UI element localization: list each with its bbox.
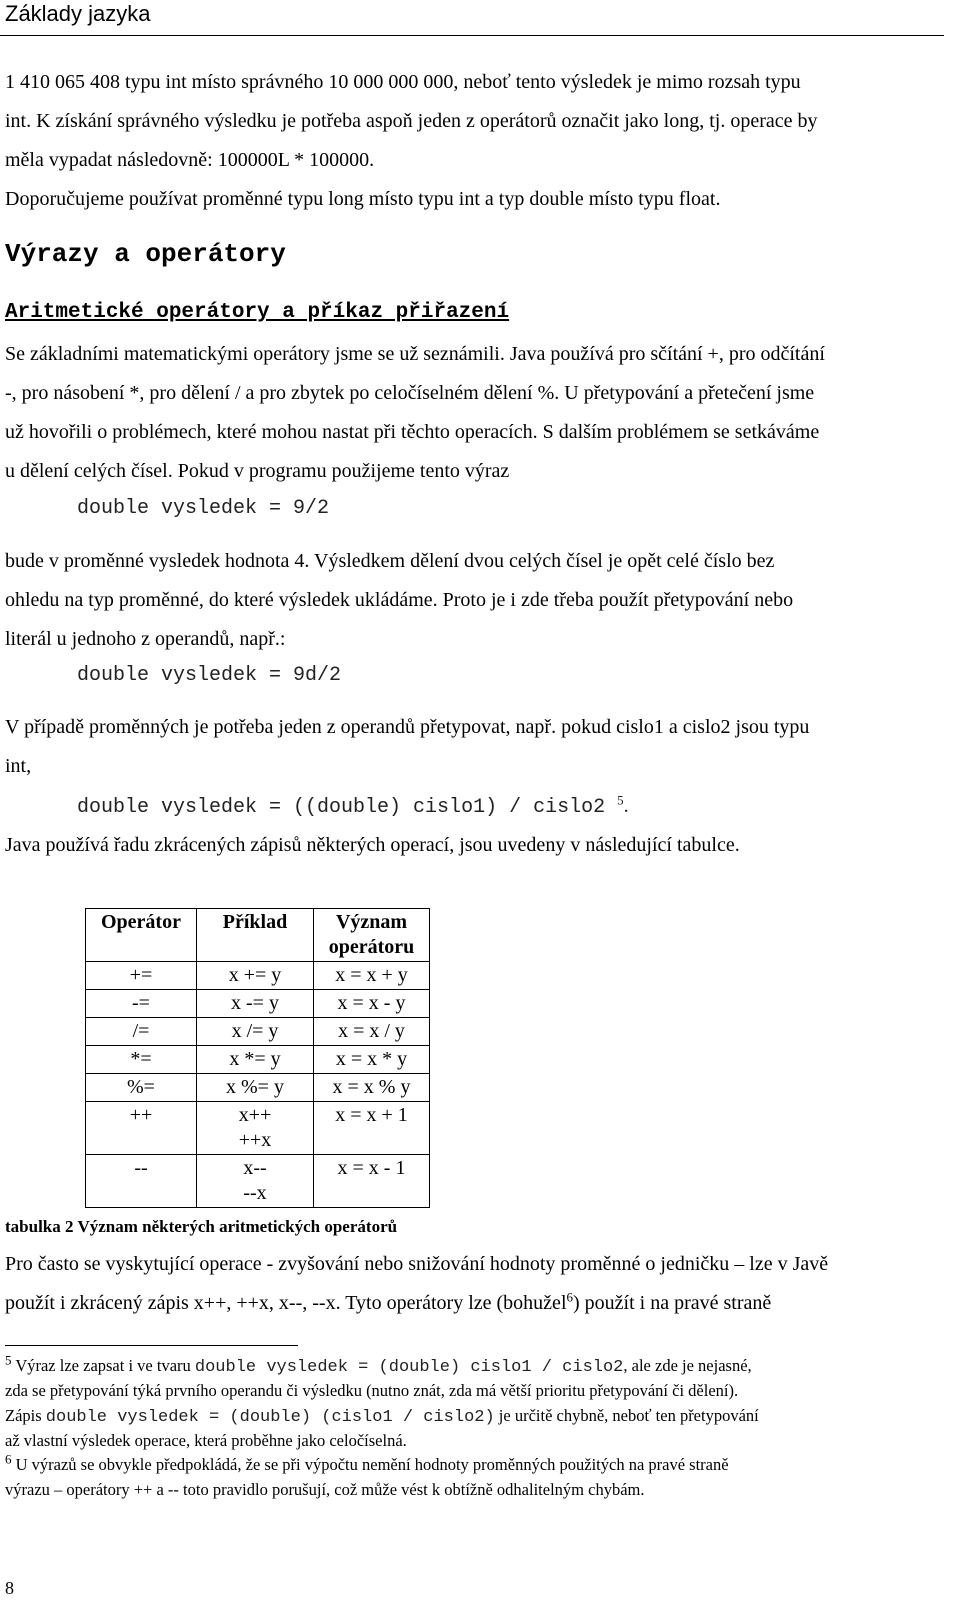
text-run: ) použít i na pravé straně	[573, 1292, 772, 1314]
cell-line: ++x	[238, 1129, 272, 1151]
section-heading: Výrazy a operátory	[5, 239, 286, 269]
table-cell: x += y	[197, 962, 314, 990]
table-header: Operátor	[86, 909, 197, 962]
table-row	[86, 990, 430, 1018]
inline-code: double vysledek = (double) cislo1 / cislo2	[194, 1358, 624, 1377]
table-cell: x = x - 1	[314, 1155, 430, 1208]
paragraph-line: Java používá řadu zkrácených zápisů některých operací, jsou uvedeny v následující tabulce.	[5, 834, 740, 856]
table-row	[86, 962, 430, 990]
paragraph-line: literál u jednoho z operandů, např.:	[5, 628, 286, 650]
text-run: použít i zkrácený zápis x++, ++x, x--, --x. Tyto operátory lze (bohužel	[5, 1292, 567, 1314]
table-header: Příklad	[197, 909, 314, 962]
footnote-separator	[5, 1345, 298, 1346]
table-row	[86, 1046, 430, 1074]
table-cell: x *= y	[197, 1046, 314, 1074]
operators-table	[85, 908, 430, 1208]
table-cell: x = x - y	[314, 990, 430, 1018]
text-run: Zápis	[5, 1406, 46, 1425]
header-rule	[0, 35, 944, 36]
cell-line: x--	[243, 1157, 267, 1179]
footnote-line	[5, 1354, 752, 1380]
paragraph-line: int. K získání správného výsledku je potřeba aspoň jeden z operátorů označit jako long, tj. operace by	[5, 110, 818, 132]
paragraph-line: u dělení celých čísel. Pokud v programu použijeme tento výraz	[5, 460, 510, 482]
paragraph-line: už hovořili o problémech, které mohou nastat při těchto operacích. S dalším problémem se setkáváme	[5, 421, 820, 443]
table-cell: x = x + y	[314, 962, 430, 990]
cell-line: x++	[238, 1104, 272, 1126]
footnote-line: výrazu – operátory ++ a -- toto pravidlo porušují, což může vést k obtížně odhalitelným chybám.	[5, 1480, 645, 1499]
table-row	[86, 1074, 430, 1102]
paragraph-line: Pro často se vyskytující operace - zvyšování nebo snižování hodnoty proměnné o jedničku – lze v Javě	[5, 1253, 829, 1275]
paragraph-line: bude v proměnné vysledek hodnota 4. Výsledkem dělení dvou celých čísel je opět celé číslo bez	[5, 550, 775, 572]
table-row	[86, 1155, 430, 1208]
running-header: Základy jazyka	[5, 1, 151, 26]
footnote-line: až vlastní výsledek operace, která proběhne jako celočíselná.	[5, 1431, 407, 1450]
table-cell: /=	[86, 1018, 197, 1046]
table-cell: x /= y	[197, 1018, 314, 1046]
table-header: Význam operátoru	[314, 909, 430, 962]
footnote-ref[interactable]: 5	[617, 792, 624, 808]
table-cell: ++	[86, 1102, 197, 1155]
table-caption: tabulka 2 Význam některých aritmetických operátorů	[5, 1217, 398, 1236]
table-cell: x = x * y	[314, 1046, 430, 1074]
table-cell	[197, 1102, 314, 1155]
code-example: double vysledek = 9/2	[77, 497, 330, 520]
paragraph-line: měla vypadat následovně: 100000L * 100000.	[5, 149, 375, 171]
table-cell: *=	[86, 1046, 197, 1074]
page-number: 8	[5, 1578, 14, 1598]
cell-line: --x	[243, 1182, 267, 1204]
table-row	[86, 1102, 430, 1155]
table-cell: +=	[86, 962, 197, 990]
paragraph-line: 1 410 065 408 typu int místo správného 10 000 000 000, neboť tento výsledek je mimo rozsah typu	[5, 71, 801, 93]
table-row	[86, 1018, 430, 1046]
text-run: Výraz lze zapsat i ve tvaru	[11, 1356, 195, 1375]
table-cell: x -= y	[197, 990, 314, 1018]
paragraph-line: V případě proměnných je potřeba jeden z operandů přetypovat, např. pokud cislo1 a cislo2 jsou typu	[5, 716, 810, 738]
table-cell: x = x + 1	[314, 1102, 430, 1155]
table-cell	[197, 1155, 314, 1208]
paragraph-line: Doporučujeme používat proměnné typu long místo typu int a typ double místo typu float.	[5, 188, 721, 210]
text-run: , ale zde je nejasné,	[623, 1356, 752, 1375]
subsection-heading: Aritmetické operátory a příkaz přiřazení	[5, 301, 510, 324]
table-cell: x = x / y	[314, 1018, 430, 1046]
table-cell: %=	[86, 1074, 197, 1102]
text-run: U výrazů se obvykle předpokládá, že se při výpočtu nemění hodnoty proměnných použitých na pravé straně	[11, 1455, 729, 1474]
code-example	[77, 792, 629, 819]
footnote-line	[5, 1453, 729, 1477]
text-run: je určitě chybně, neboť ten přetypování	[494, 1406, 759, 1425]
inline-code: double vysledek = (double) (cislo1 / cislo2)	[45, 1408, 495, 1427]
table-cell: x = x % y	[314, 1074, 430, 1102]
footnote-line	[5, 1404, 759, 1430]
code-period: .	[623, 795, 629, 817]
code-example: double vysledek = 9d/2	[77, 664, 342, 687]
code-text: double vysledek = ((double) cislo1) / cislo2	[77, 796, 606, 819]
footnote-line: zda se přetypování týká prvního operandu či výsledku (nutno znát, zda má větší prioritu přetypování či dělení).	[5, 1381, 739, 1400]
paragraph-line: -, pro násobení *, pro dělení / a pro zbytek po celočíselném dělení %. U přetypování a přetečení jsme	[5, 382, 815, 404]
table-header-row	[86, 909, 430, 962]
paragraph-line: ohledu na typ proměnné, do které výsledek ukládáme. Proto je i zde třeba použít přetypování nebo	[5, 589, 794, 611]
table-cell: --	[86, 1155, 197, 1208]
table-cell: x %= y	[197, 1074, 314, 1102]
paragraph-line: int,	[5, 755, 32, 777]
footnote-ref[interactable]: 6	[566, 1289, 573, 1305]
paragraph-line: Se základními matematickými operátory jsme se už seznámili. Java používá pro sčítání +, pro odčítání	[5, 343, 825, 365]
paragraph-line	[5, 1284, 771, 1323]
table-cell: -=	[86, 990, 197, 1018]
footnote-number: 6	[5, 1451, 12, 1467]
footnote-number: 5	[5, 1352, 12, 1368]
